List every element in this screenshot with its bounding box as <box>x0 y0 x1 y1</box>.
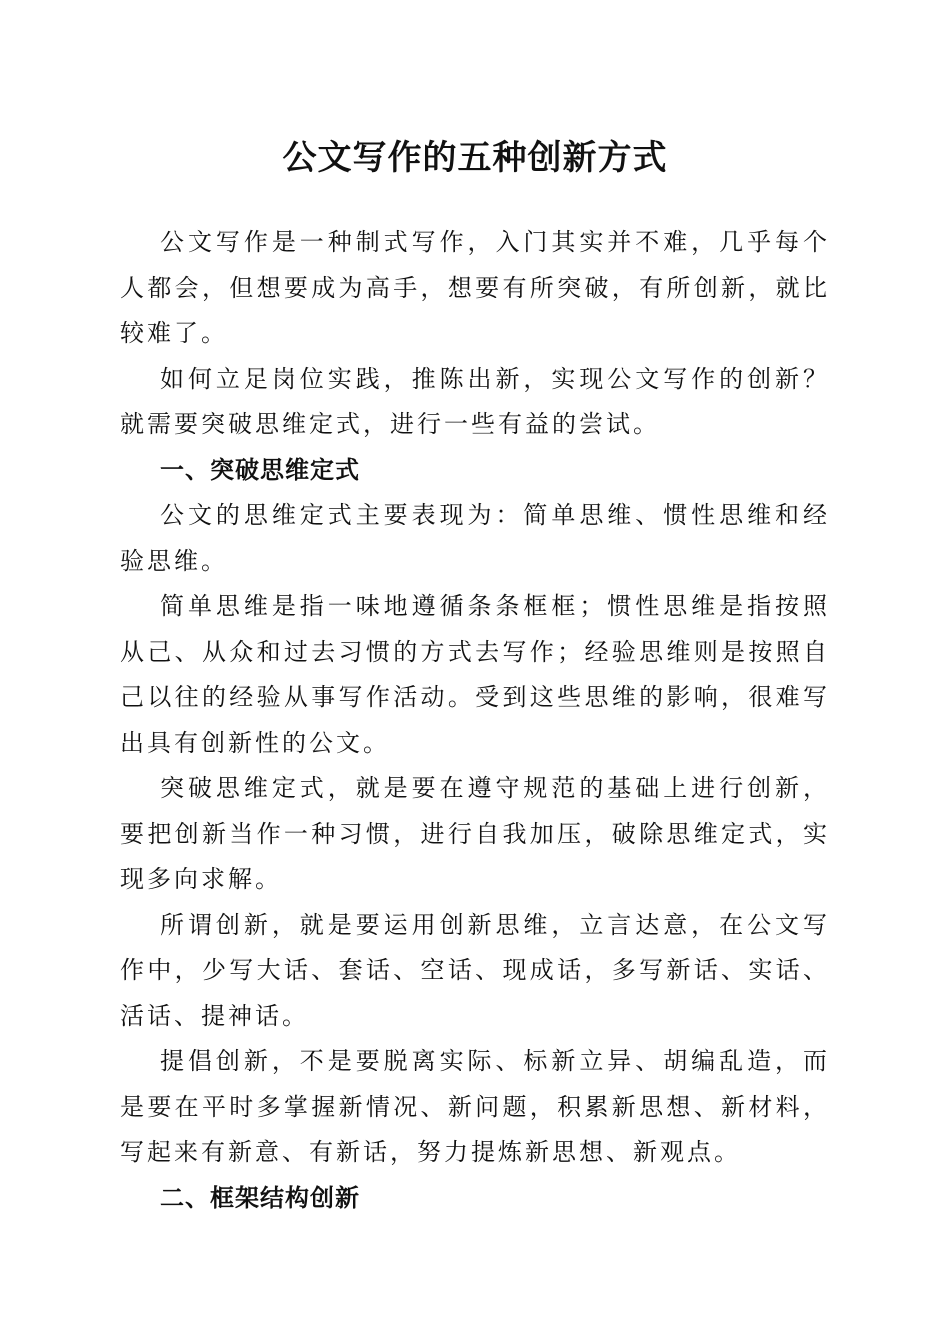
document-page <box>120 128 830 1221</box>
paragraph-intro-1: 公文写作是一种制式写作，入门其实并不难，几乎每个人都会，但想要成为高手，想要有所突破，有所创新，就比较难了。 <box>120 228 830 347</box>
paragraph-1-3: 突破思维定式，就是要在遵守规范的基础上进行创新，要把创新当作一种习惯，进行自我加压，破除思维定式，实现多向求解。 <box>120 774 830 893</box>
paragraph-1-2: 简单思维是指一味地遵循条条框框；惯性思维是指按照从己、从众和过去习惯的方式去写作；经验思维则是按照自己以往的经验从事写作活动。受到这些思维的影响，很难写出具有创新性的公文。 <box>120 592 830 757</box>
section-heading-2: 二、框架结构创新 <box>160 1183 360 1212</box>
paragraph-1-4: 所谓创新，就是要运用创新思维，立言达意，在公文写作中，少写大话、套话、空话、现成话，多写新话、实话、活话、提神话。 <box>120 910 830 1030</box>
section-heading-1: 一、突破思维定式 <box>160 455 360 484</box>
paragraph-1-5: 提倡创新，不是要脱离实际、标新立异、胡编乱造，而是要在平时多掌握新情况、新问题，积累新思想、新材料，写起来有新意、有新话，努力提炼新思想、新观点。 <box>120 1047 830 1166</box>
paragraph-intro-2: 如何立足岗位实践，推陈出新，实现公文写作的创新？就需要突破思维定式，进行一些有益的尝试。 <box>120 364 830 438</box>
document-title: 公文写作的五种创新方式 <box>282 138 668 178</box>
paragraph-1-1: 公文的思维定式主要表现为：简单思维、惯性思维和经验思维。 <box>120 501 830 575</box>
